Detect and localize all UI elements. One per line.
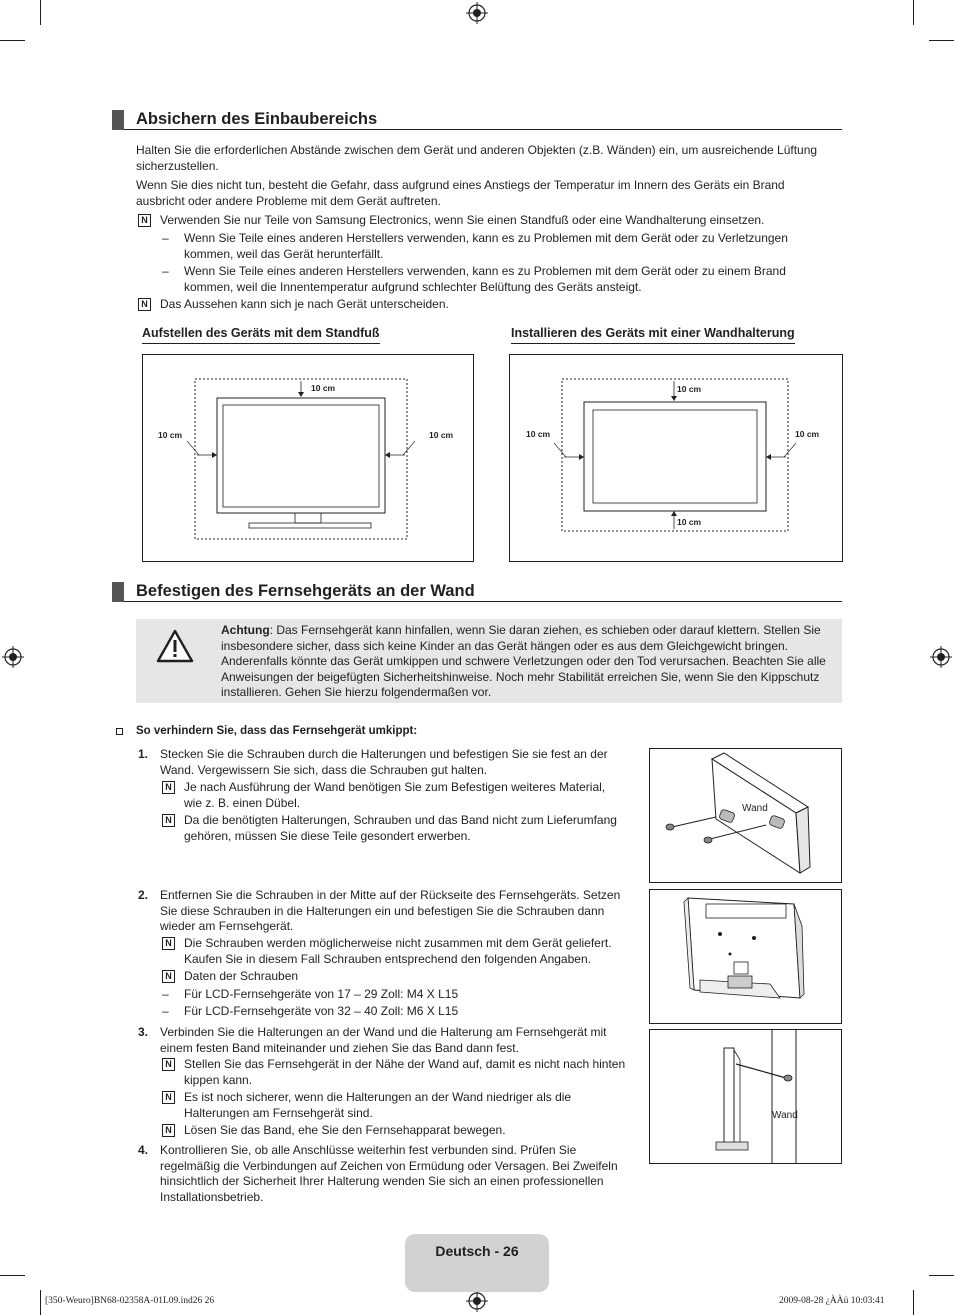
note-icon: N bbox=[162, 1058, 175, 1071]
warning-body: : Das Fernsehgerät kann hinfallen, wenn Sie daran ziehen, es schieben oder darauf klettern. Stellen Sie insbesondere sicher, dass sich keine Kinder an das Gerät hängen oder es aus dem Gleichgewicht bringen. Anderenfalls könnte das Gerät umkippen und schwere Verletzungen oder den Tod verursachen. Beachten Sie alle Anweisungen der beigefügten Sicherheitshinweise. Noch mehr Stabilität erreichen Sie, wenn Sie den Kippschutz installieren. Gehen Sie hierzu folgendermaßen vor. bbox=[221, 623, 826, 699]
heading-bar bbox=[112, 582, 124, 602]
warning-triangle-icon bbox=[156, 629, 194, 663]
note-icon: N bbox=[162, 937, 175, 950]
section-title: Befestigen des Fernsehgeräts an der Wand bbox=[136, 582, 475, 600]
warning-label: Achtung bbox=[221, 623, 270, 637]
distance-label-left: 10 cm bbox=[526, 429, 551, 439]
distance-label-top: 10 cm bbox=[677, 384, 702, 394]
registration-mark-icon bbox=[2, 646, 24, 668]
note-icon: N bbox=[162, 781, 175, 794]
dash-text: Für LCD-Fernsehgeräte von 17 – 29 Zoll: M4 X L15 bbox=[184, 987, 459, 1001]
wall-bracket-illustration bbox=[649, 748, 842, 883]
warning-box bbox=[136, 619, 842, 703]
registration-mark-icon bbox=[930, 646, 952, 668]
step-number: 4. bbox=[138, 1143, 149, 1157]
heading-bar bbox=[112, 110, 124, 130]
warning-text bbox=[221, 623, 831, 701]
wall-label: Wand bbox=[742, 803, 768, 814]
note-text: Stellen Sie das Fernsehgerät in der Nähe der Wand auf, damit es nicht nach hinten kippen kann. bbox=[184, 1057, 626, 1087]
paragraph: Halten Sie die erforderlichen Abstände zwischen dem Gerät und anderen Objekten (z.B. Wänden) ein, um ausreichende Lüftung sicherzustellen. bbox=[136, 143, 818, 173]
dash-text: Wenn Sie Teile eines anderen Herstellers verwenden, kann es zu Problemen mit dem Gerät oder zu einem Brand kommen, weil die Innentemperatur aufgrund schlechter Belüftung des Geräts ansteigt. bbox=[184, 264, 786, 294]
dash-bullet: – bbox=[162, 264, 169, 278]
distance-label-top: 10 cm bbox=[311, 383, 336, 393]
note-text: Je nach Ausführung der Wand benötigen Sie zum Befestigen weiteres Material, wie z. B. einen Dübel. bbox=[184, 780, 606, 810]
tv-side-wall-illustration bbox=[649, 1029, 842, 1164]
note-icon: N bbox=[138, 298, 151, 311]
section-title: Absichern des Einbaubereichs bbox=[136, 110, 378, 128]
paragraph: Wenn Sie dies nicht tun, besteht die Gefahr, dass aufgrund eines Anstiegs der Temperatur im Innern des Geräts ein Brand ausbricht oder andere Probleme mit dem Gerät auftreten. bbox=[136, 178, 785, 208]
step-text: Stecken Sie die Schrauben durch die Halterungen und befestigen Sie sie fest an der Wand. Vergewissern Sie sich, dass die Schrauben gut halten. bbox=[160, 747, 608, 777]
note-icon: N bbox=[138, 214, 151, 227]
note-text: Lösen Sie das Band, ehe Sie den Fernsehapparat bewegen. bbox=[184, 1123, 506, 1137]
step-number: 1. bbox=[138, 747, 149, 761]
footer-file-info: [350-Weuro]BN68-02358A-01L09.ind26 26 bbox=[45, 1296, 215, 1306]
dash-text: Wenn Sie Teile eines anderen Herstellers verwenden, kann es zu Problemen mit dem Gerät oder zu Verletzungen kommen, weil das Gerät herunterfällt. bbox=[184, 231, 788, 261]
step-number: 2. bbox=[138, 888, 149, 902]
tv-back-illustration bbox=[649, 889, 842, 1024]
step-text: Verbinden Sie die Halterungen an der Wand und die Halterung am Fernsehgerät mit einem festen Band miteinander und ziehen Sie das Band dann fest. bbox=[160, 1025, 607, 1055]
dash-bullet: – bbox=[162, 1004, 169, 1018]
note-icon: N bbox=[162, 1124, 175, 1137]
note-icon: N bbox=[162, 970, 175, 983]
step-text: Entfernen Sie die Schrauben in der Mitte auf der Rückseite des Fernsehgeräts. Setzen Sie diese Schrauben in die Halterungen ein und befestigen Sie die Schrauben dann wieder am Fernsehgerät. bbox=[160, 888, 621, 933]
prevent-heading: So verhindern Sie, dass das Fernsehgerät umkippt: bbox=[136, 725, 418, 737]
note-text: Die Schrauben werden möglicherweise nicht zusammen mit dem Gerät geliefert. Kaufen Sie in diesem Fall Schrauben entsprechend den folgenden Angaben. bbox=[184, 936, 612, 966]
wall-label: Wand bbox=[772, 1110, 798, 1121]
step-number: 3. bbox=[138, 1025, 149, 1039]
note-text: Es ist noch sicherer, wenn die Halterungen an der Wand niedriger als die Halterungen am Fernsehgerät sind. bbox=[184, 1090, 572, 1120]
page-number: Deutsch - 26 bbox=[435, 1243, 519, 1259]
subheading-wall-mount: Installieren des Geräts mit einer Wandhalterung bbox=[511, 325, 795, 344]
page-number-tab bbox=[405, 1234, 549, 1292]
distance-label-right: 10 cm bbox=[429, 430, 454, 440]
subheading-stand: Aufstellen des Geräts mit dem Standfuß bbox=[142, 325, 380, 344]
stand-clearance-diagram bbox=[142, 354, 474, 562]
distance-label-right: 10 cm bbox=[795, 429, 820, 439]
note-text: Das Aussehen kann sich je nach Gerät unterscheiden. bbox=[160, 297, 449, 311]
square-bullet-icon bbox=[116, 728, 123, 735]
note-text: Da die benötigten Halterungen, Schrauben und das Band nicht zum Lieferumfang gehören, müssen Sie diese Teile gesondert erwerben. bbox=[184, 813, 617, 843]
registration-mark-icon bbox=[466, 2, 488, 24]
dash-bullet: – bbox=[162, 231, 169, 245]
dash-text: Für LCD-Fernsehgeräte von 32 – 40 Zoll: M6 X L15 bbox=[184, 1004, 459, 1018]
section-heading bbox=[112, 110, 842, 130]
wall-mount-clearance-diagram bbox=[509, 354, 843, 562]
registration-mark-icon bbox=[466, 1290, 488, 1312]
dash-bullet: – bbox=[162, 987, 169, 1001]
note-text: Daten der Schrauben bbox=[184, 969, 299, 983]
note-icon: N bbox=[162, 1091, 175, 1104]
note-icon: N bbox=[162, 814, 175, 827]
note-text: Verwenden Sie nur Teile von Samsung Electronics, wenn Sie einen Standfuß oder eine Wandhalterung einsetzen. bbox=[160, 213, 765, 227]
distance-label-bottom: 10 cm bbox=[677, 517, 702, 527]
step-text: Kontrollieren Sie, ob alle Anschlüsse weiterhin fest verbunden sind. Prüfen Sie regelmäßig die Verbindungen auf Zeichen von Ermüdung oder Versagen. Bei Zweifeln hinsichtlich der Sicherheit Ihrer Halterung wenden Sie sich an einen professionellen Installationsbetrieb. bbox=[160, 1143, 618, 1204]
footer-timestamp: 2009-08-28 ¿ÀÀü 10:03:41 bbox=[779, 1296, 885, 1306]
distance-label-left: 10 cm bbox=[158, 430, 183, 440]
section-heading bbox=[112, 582, 842, 602]
